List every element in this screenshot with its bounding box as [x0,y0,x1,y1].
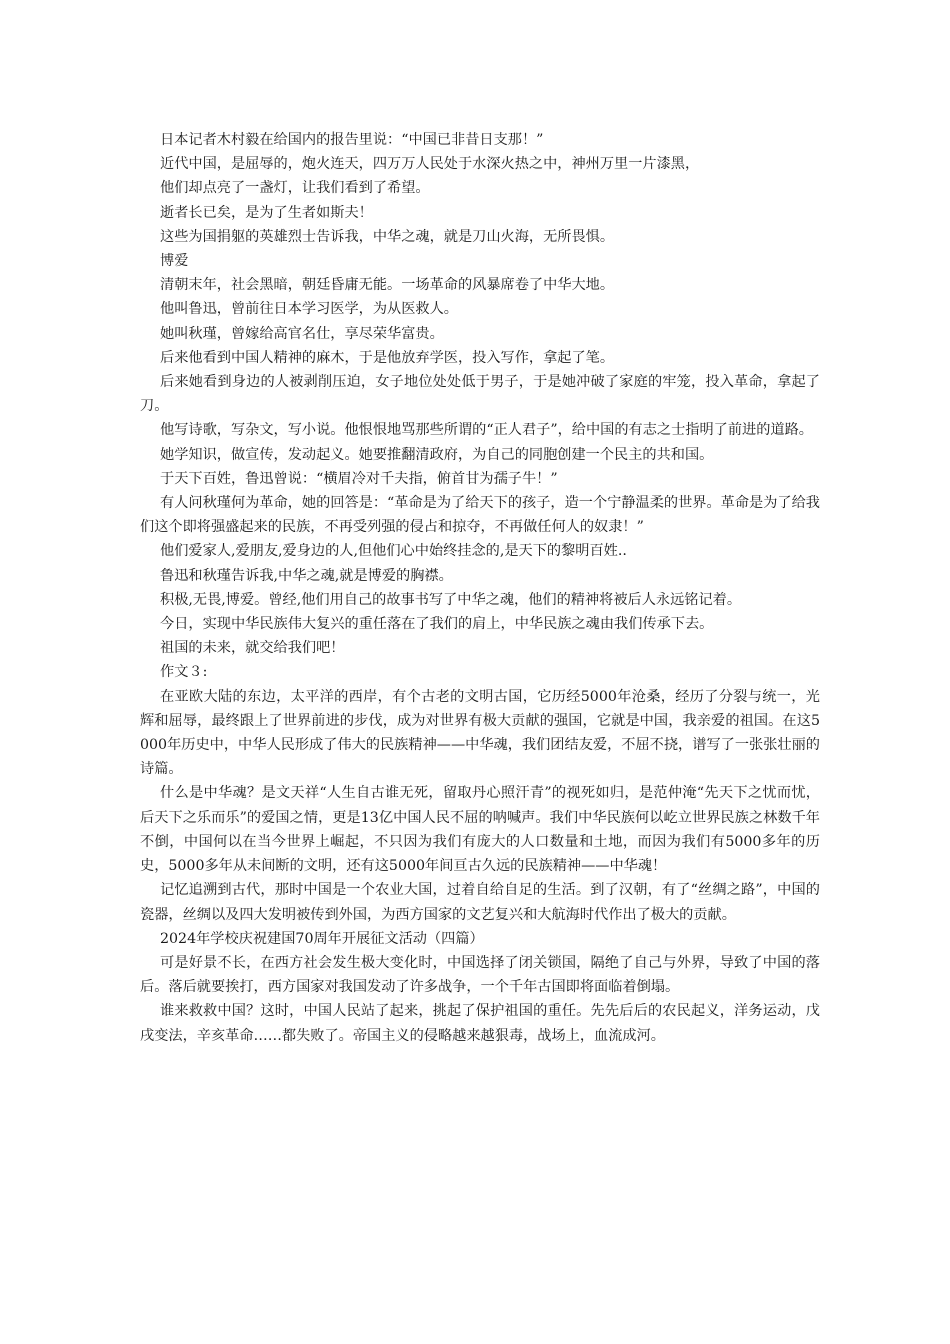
paragraph: 他们爱家人,爱朋友,爱身边的人,但他们心中始终挂念的,是天下的黎明百姓.. [160,543,627,560]
paragraph: 谁来救救中国？这时，中国人民站了起来，挑起了保护祖国的重任。先先后后的农民起义，洋务运动，戊戌变法，辛亥革命……都失败了。帝国主义的侵略越来越狠毒，战场上，血流成河。 [140,1003,820,1044]
paragraph: 她学知识，做宣传，发动起义。她要推翻清政府，为自己的同胞创建一个民主的共和国。 [160,446,714,463]
paragraph: 有人问秋瑾何为革命，她的回答是：“革命是为了给天下的孩子，造一个宁静温柔的世界。革命是为了给我们这个即将强盛起来的民族，不再受列强的侵占和掠夺，不再做任何人的奴隶！” [140,495,820,536]
paragraph: 后来她看到身边的人被剥削压迫，女子地位处处低于男子，于是她冲破了家庭的牢笼，投入革命，拿起了刀。 [140,374,820,415]
paragraph: 于天下百姓，鲁迅曾说：“横眉冷对千夫指，俯首甘为孺子牛！” [160,470,558,487]
paragraph: 清朝末年，社会黑暗，朝廷昏庸无能。一场革命的风暴席卷了中华大地。 [160,277,615,294]
paragraph: 鲁迅和秋瑾告诉我,中华之魂,就是博爱的胸襟。 [160,567,453,584]
paragraph: 他叫鲁迅，曾前往日本学习医学，为从医救人。 [160,301,458,318]
paragraph: 她叫秋瑾，曾嫁给高官名仕，享尽荣华富贵。 [160,325,444,342]
document-body [140,128,820,1048]
paragraph: 日本记者木村毅在给国内的报告里说：“中国已非昔日支那！” [160,132,544,148]
section-heading: 2024年学校庆祝建国70周年开展征文活动（四篇） [160,930,484,947]
paragraph: 后来他看到中国人精神的麻木，于是他放弃学医，投入写作，拿起了笔。 [160,349,615,366]
paragraph: 什么是中华魂？是文天祥“人生自古谁无死，留取丹心照汗青”的视死如归，是范仲淹“先天下之忧而忧，后天下之乐而乐”的爱国之情，更是13亿中国人民不屈的呐喊声。我们中华民族何以屹立世界民族之林数千年不倒，中国何以在当今世界上崛起，不只因为我们有庞大的人口数量和土地，而因为我们有5000多年的历史，5000多年从未间断的文明，还有这5000年间亘古久远的民族精神——中华魂！ [140,785,820,875]
paragraph: 积极,无畏,博爱。曾经,他们用自己的故事书写了中华之魂，他们的精神将被后人永远铭记着。 [160,591,742,608]
paragraph: 逝者长已矣，是为了生者如斯夫！ [160,204,373,221]
paragraph: 祖国的未来，就交给我们吧！ [160,640,345,657]
section-heading: 作文３: [160,664,208,681]
paragraph: 他们却点亮了一盏灯，让我们看到了希望。 [160,180,430,197]
paragraph: 他写诗歌，写杂文，写小说。他恨恨地骂那些所谓的“正人君子”，给中国的有志之士指明了前进的道路。 [160,422,813,439]
paragraph: 记忆追溯到古代，那时中国是一个农业大国，过着自给自足的生活。到了汉朝，有了“丝绸之路”，中国的瓷器，丝绸以及四大发明被传到外国，为西方国家的文艺复兴和大航海时代作出了极大的贡献。 [140,882,820,923]
section-heading: 博爱 [160,253,189,270]
paragraph: 今日，实现中华民族伟大复兴的重任落在了我们的肩上，中华民族之魂由我们传承下去。 [160,616,714,633]
paragraph: 近代中国，是屈辱的，炮火连天，四万万人民处于水深火热之中，神州万里一片漆黑， [160,156,700,173]
paragraph: 这些为国捐躯的英雄烈士告诉我，中华之魂，就是刀山火海，无所畏惧。 [160,228,615,245]
paragraph: 在亚欧大陆的东边，太平洋的西岸，有个古老的文明古国，它历经5000年沧桑，经历了分裂与统一，光辉和屈辱，最终跟上了世界前进的步伐，成为对世界有极大贡献的强国，它就是中国，我亲爱的祖国。在这5000年历史中，中华人民形成了伟大的民族精神——中华魂，我们团结友爱，不屈不挠，谱写了一张张壮丽的诗篇。 [140,688,820,778]
paragraph: 可是好景不长，在西方社会发生极大变化时，中国选择了闭关锁国，隔绝了自己与外界，导致了中国的落后。落后就要挨打，西方国家对我国发动了许多战争，一个千年古国即将面临着倒塌。 [140,954,820,996]
